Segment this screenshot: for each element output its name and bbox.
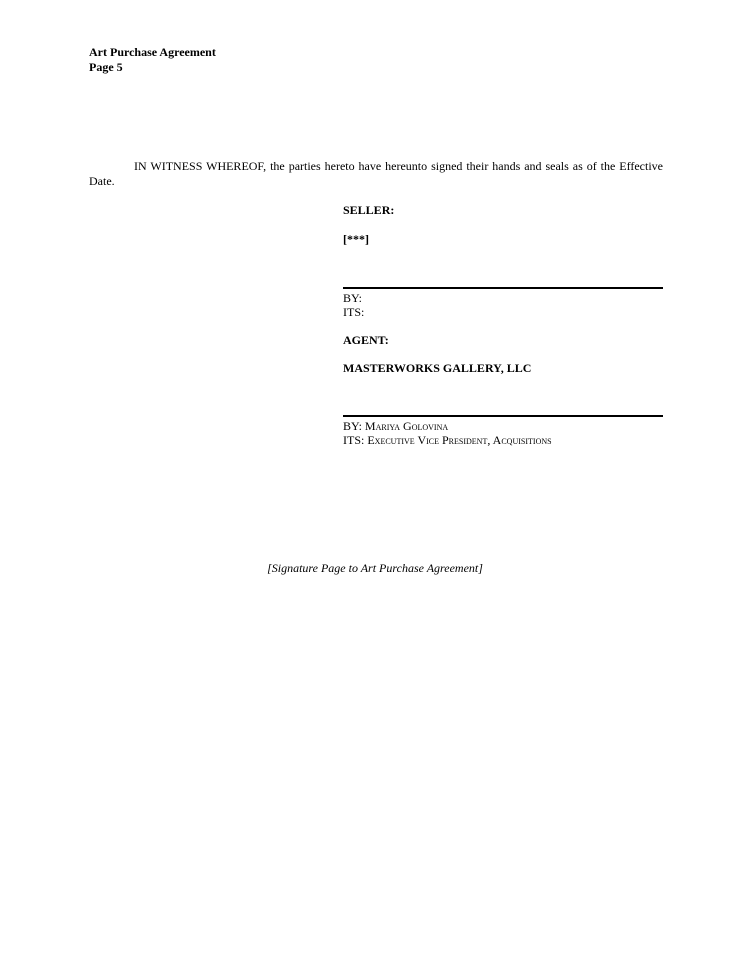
- agent-signature-line: [343, 415, 663, 417]
- seller-its: ITS:: [343, 305, 365, 319]
- agent-by-label: BY:: [343, 419, 362, 433]
- seller-signature-line: [343, 287, 663, 289]
- page-number: Page 5: [89, 60, 123, 74]
- agent-by-name: Mariya Golovina: [364, 419, 449, 433]
- agent-its-title: Executive Vice President, Acquisitions: [367, 433, 552, 447]
- witness-paragraph: IN WITNESS WHEREOF, the parties hereto have hereunto signed their hands and seals as of the Effective Date.: [89, 159, 663, 188]
- agent-by: [343, 419, 448, 433]
- page-header: [89, 45, 216, 75]
- seller-label: SELLER:: [343, 203, 395, 217]
- seller-by: BY:: [343, 291, 362, 305]
- seller-name: [***]: [343, 232, 369, 246]
- agent-label: AGENT:: [343, 333, 389, 347]
- agent-its: [343, 433, 552, 447]
- document-title: Art Purchase Agreement: [89, 45, 216, 59]
- signature-page-caption: [Signature Page to Art Purchase Agreement]: [267, 561, 483, 575]
- agent-name: MASTERWORKS GALLERY, LLC: [343, 361, 532, 375]
- agent-its-label: ITS:: [343, 433, 365, 447]
